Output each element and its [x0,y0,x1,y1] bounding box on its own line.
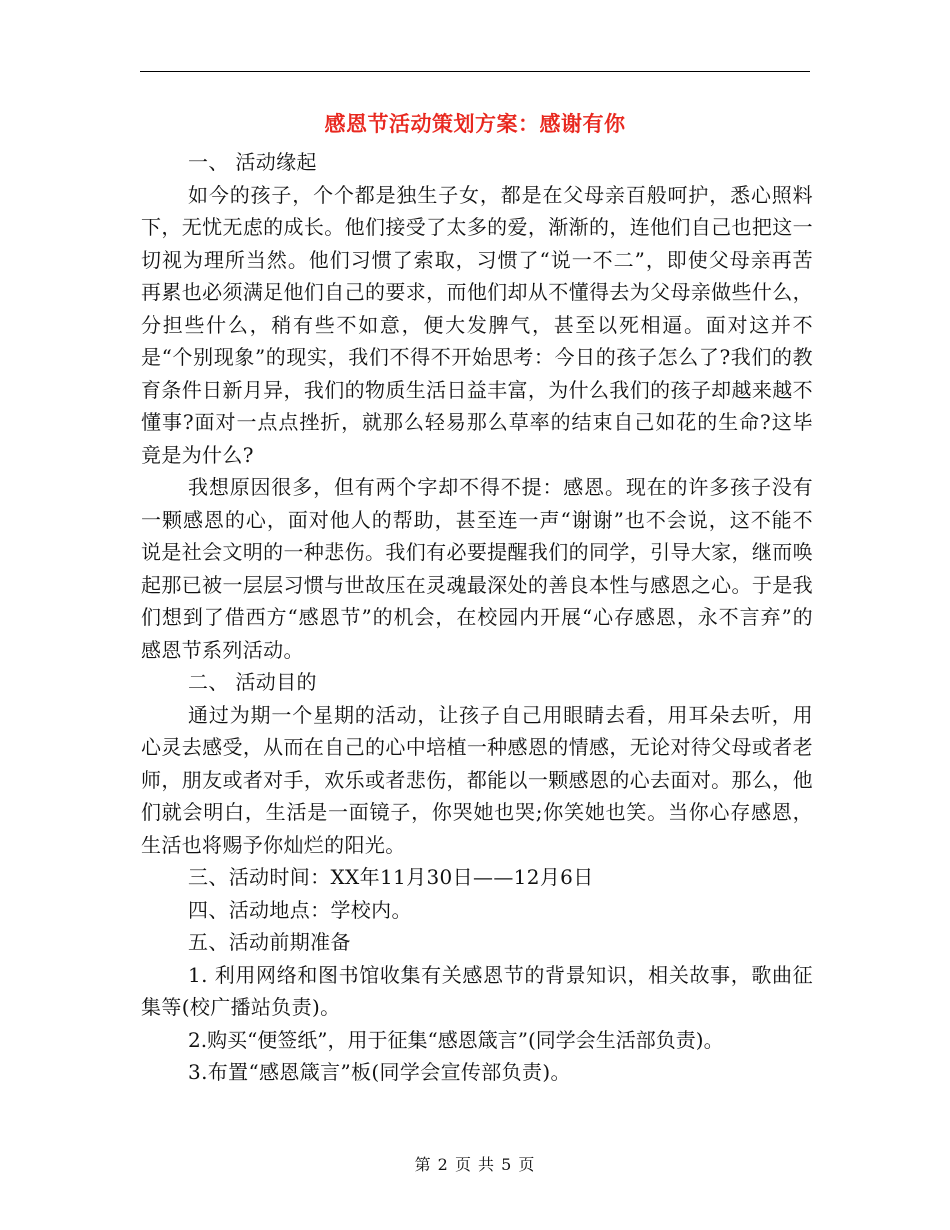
list-item: 2.购买“便签纸”，用于征集“感恩箴言”(同学会生活部负责)。 [188,1027,724,1052]
section-heading-time: 三、活动时间：XX年11月30日——12月6日 [188,865,594,889]
list-item: 3.布置“感恩箴言”板(同学会宣传部负责)。 [188,1060,571,1084]
list-item: 1. 利用网络和图书馆收集有关感恩节的背景知识，相关故事，歌曲征集等(校广播站负责)。 [141,962,813,1019]
body-paragraph: 通过为期一个星期的活动，让孩子自己用眼睛去看，用耳朵去听，用心灵去感受，从而在自己的心中培植一种感恩的情感，无论对待父母或者老师，朋友或者对手，欢乐或者悲伤，都能以一颗感恩的心去面对。那么，他们就会明白，生活是一面镜子，你哭她也哭;你笑她也笑。当你心存感恩，生活也将赐予你灿烂的阳光。 [141,702,813,857]
page-number: 第 2 页 共 5 页 [414,1155,536,1174]
section-heading-origin: 一、 活动缘起 [188,150,317,174]
document-body [141,146,813,1089]
section-heading-location: 四、活动地点：学校内。 [188,897,412,922]
body-paragraph: 如今的孩子，个个都是独生子女，都是在父母亲百般呵护，悉心照料下，无忧无虑的成长。他们接受了太多的爱，渐渐的，连他们自己也把这一切视为理所当然。他们习惯了索取，习惯了“说一不二”，即使父母亲再苦再累也必须满足他们自己的要求，而他们却从不懂得去为父母亲做些什么，分担些什么，稍有些不如意，便大发脾气，甚至以死相逼。面对这并不是“个别现象”的现实，我们不得不开始思考：今日的孩子怎么了?我们的教育条件日新月异，我们的物质生活日益丰富，为什么我们的孩子却越来越不懂事?面对一点点挫折，就那么轻易那么草率的结束自己如花的生命?这毕竟是为什么? [141,182,813,467]
document-title: 感恩节活动策划方案：感谢有你 [324,111,626,136]
body-paragraph: 我想原因很多，但有两个字却不得不提：感恩。现在的许多孩子没有一颗感恩的心，面对他人的帮助，甚至连一声“谢谢”也不会说，这不能不说是社会文明的一种悲伤。我们有必要提醒我们的同学，引导大家，继而唤起那已被一层层习惯与世故压在灵魂最深处的善良本性与感恩之心。于是我们想到了借西方“感恩节”的机会，在校园内开展“心存感恩，永不言弃”的感恩节系列活动。 [141,475,813,662]
section-heading-preparation: 五、活动前期准备 [188,930,351,954]
section-heading-purpose: 二、 活动目的 [188,670,317,694]
header-rule [140,71,810,72]
